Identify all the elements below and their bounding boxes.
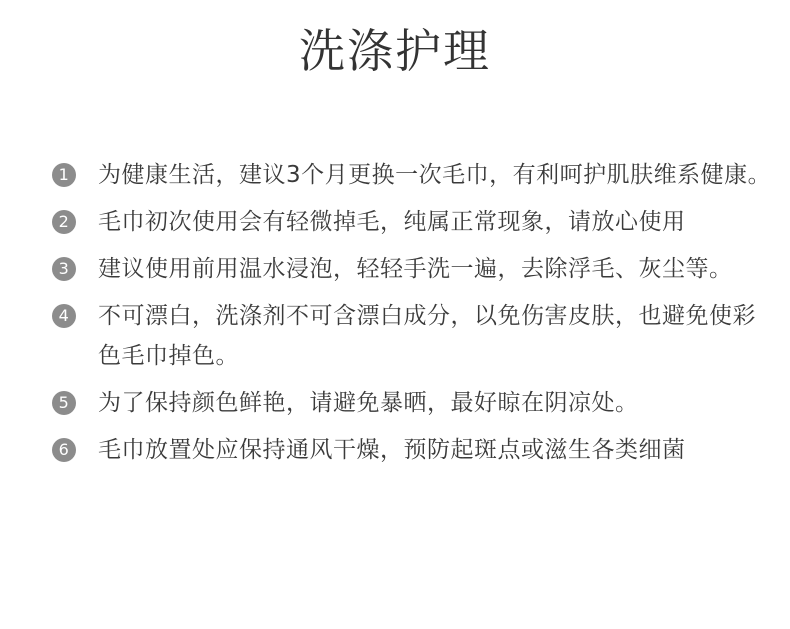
- list-item: [52, 383, 772, 423]
- instruction-text: 毛巾放置处应保持通风干燥，预防起斑点或滋生各类细菌: [98, 437, 686, 463]
- instruction-text: 建议使用前用温水浸泡，轻轻手洗一遍，去除浮毛、灰尘等。: [98, 256, 733, 282]
- number-badge: 6: [52, 438, 76, 462]
- list-item: [52, 296, 772, 376]
- instruction-text: 毛巾初次使用会有轻微掉毛，纯属正常现象，请放心使用: [98, 209, 686, 235]
- instruction-text: 为健康生活，建议3个月更换一次毛巾，有利呵护肌肤维系健康。: [98, 162, 772, 188]
- number-badge: 3: [52, 257, 76, 281]
- instruction-text: 为了保持颜色鲜艳，请避免暴晒，最好晾在阴凉处。: [98, 390, 639, 416]
- number-badge: 2: [52, 210, 76, 234]
- page-title: 洗涤护理: [299, 24, 491, 78]
- list-item: [52, 430, 772, 470]
- number-badge: 1: [52, 163, 76, 187]
- list-item: [52, 249, 772, 289]
- number-badge: 5: [52, 391, 76, 415]
- list-item: [52, 155, 772, 195]
- list-item: [52, 202, 772, 242]
- instruction-text: 不可漂白，洗涤剂不可含漂白成分，以免伤害皮肤，也避免使彩色毛巾掉色。: [98, 303, 756, 369]
- number-badge: 4: [52, 304, 76, 328]
- care-instructions-list: [52, 155, 772, 477]
